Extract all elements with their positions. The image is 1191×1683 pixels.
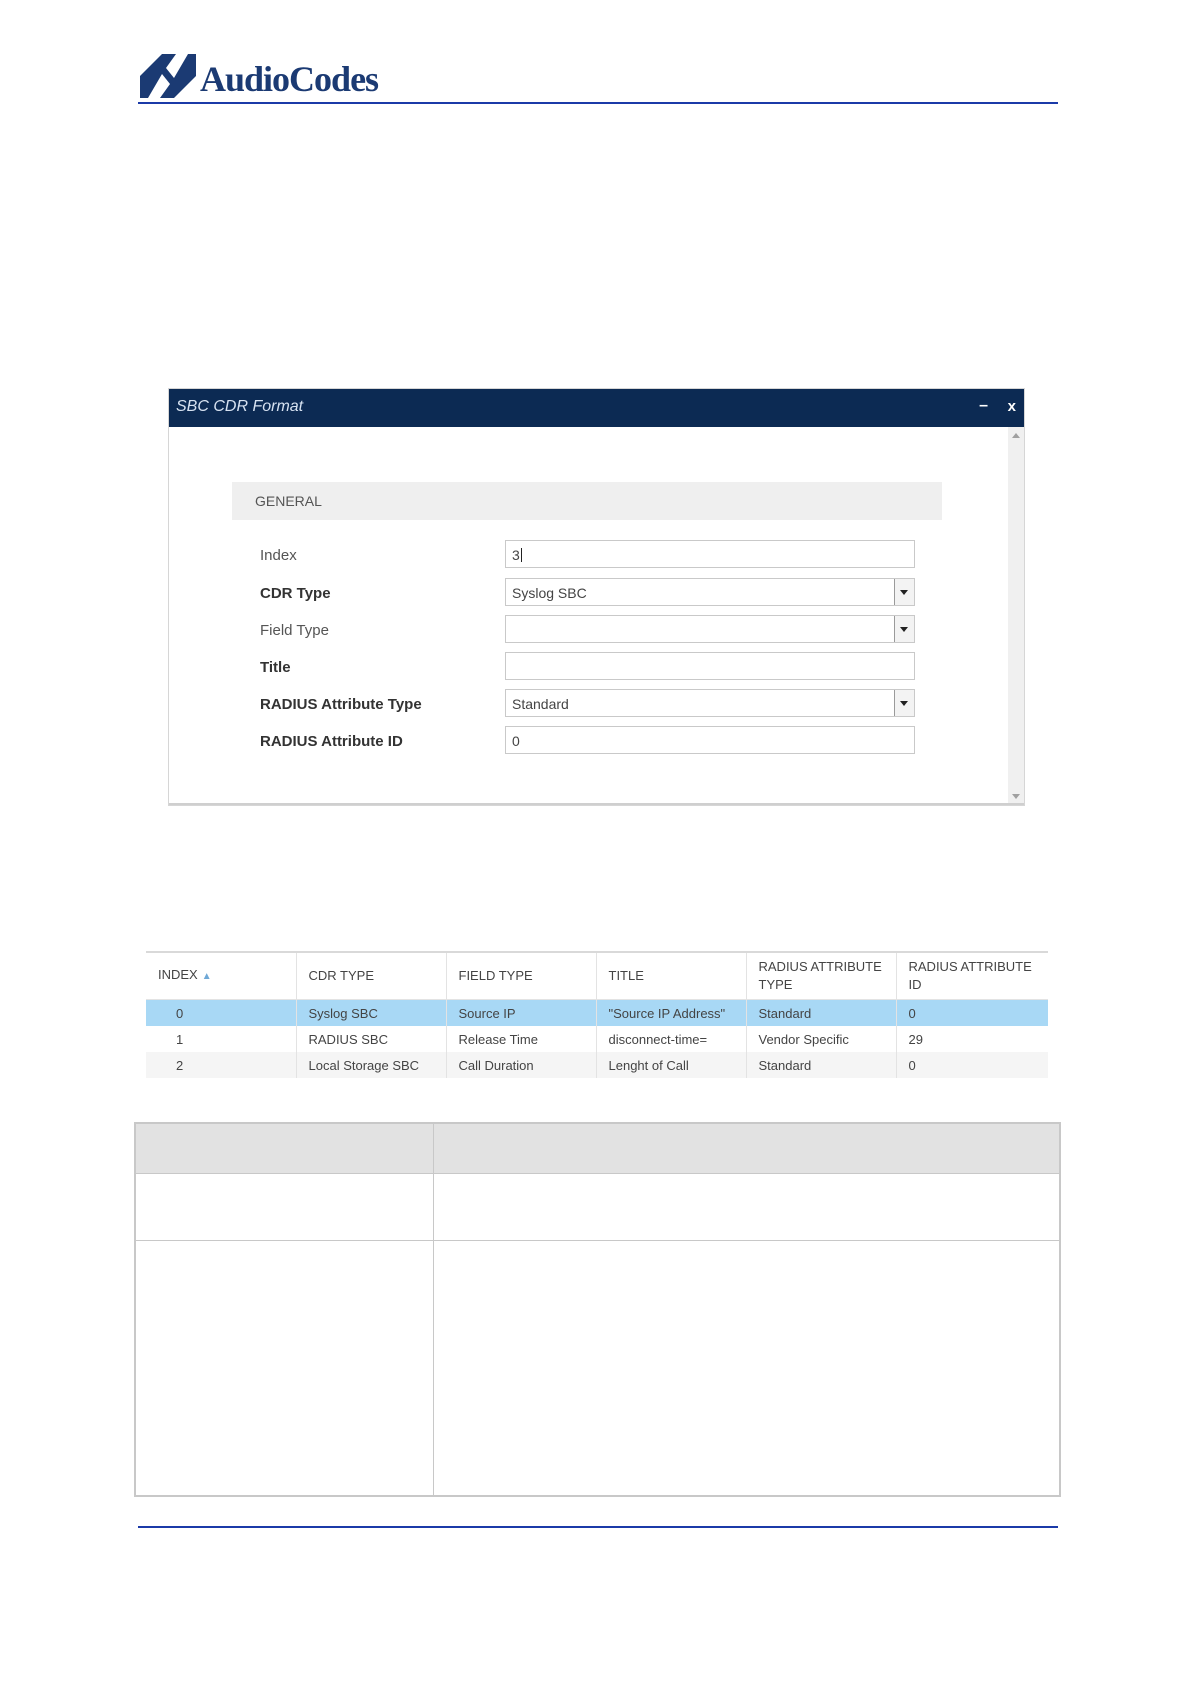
- table-row[interactable]: [146, 1052, 1048, 1078]
- index-input[interactable]: 3: [505, 540, 915, 568]
- title-input[interactable]: [505, 652, 915, 680]
- section-title: GENERAL: [255, 493, 322, 509]
- cdr-type-row: [260, 578, 944, 608]
- column-header-title[interactable]: TITLE: [596, 953, 746, 1000]
- cell-index: 1: [176, 1031, 184, 1047]
- cell-index: 2: [146, 1052, 296, 1078]
- cell-cdr-type: Local Storage SBC: [296, 1052, 446, 1078]
- field-type-label: Field Type: [260, 622, 329, 639]
- sort-ascending-icon[interactable]: ▲: [201, 971, 212, 982]
- chevron-down-icon[interactable]: [894, 690, 914, 716]
- radius-attribute-id-row: [260, 726, 944, 756]
- cdr-type-value: Syslog SBC: [512, 585, 587, 601]
- audiocodes-logo: [140, 54, 378, 98]
- table-row[interactable]: [146, 1000, 1048, 1027]
- cell-title: Lenght of Call: [596, 1052, 746, 1078]
- cell-radius-attribute-type: Standard: [746, 1052, 896, 1078]
- cdr-type-select[interactable]: [505, 578, 915, 606]
- table-header-row: [146, 953, 1048, 1000]
- cell-index: 0: [146, 1000, 296, 1027]
- dialog-title: SBC CDR Format: [176, 398, 304, 415]
- column-header-index[interactable]: INDEX ▲: [146, 953, 296, 1000]
- table-row[interactable]: [146, 1026, 1048, 1052]
- column-header-radius-attribute-type[interactable]: RADIUS ATTRIBUTE TYPE: [746, 953, 896, 1000]
- cell-radius-attribute-id: 0: [896, 1052, 1048, 1078]
- scroll-down-arrow-icon[interactable]: [1012, 794, 1020, 799]
- cell-radius-attribute-type: Vendor Specific: [746, 1026, 896, 1052]
- cell-title: disconnect-time=: [596, 1026, 746, 1052]
- dialog-titlebar: [169, 389, 1024, 427]
- cell-radius-attribute-id: 0: [896, 1000, 1048, 1027]
- index-row: [260, 540, 944, 570]
- sbc-cdr-format-dialog: [168, 388, 1025, 806]
- title-row: [260, 652, 944, 682]
- cell-field-type: Release Time: [446, 1026, 596, 1052]
- parameter-description-table: [134, 1122, 1061, 1497]
- cell-cdr-type: Syslog SBC: [296, 1000, 446, 1027]
- audiocodes-logo-icon: [140, 54, 196, 98]
- field-type-select[interactable]: [505, 615, 915, 643]
- chevron-down-icon[interactable]: [894, 579, 914, 605]
- radius-attribute-id-label: RADIUS Attribute ID: [260, 733, 403, 750]
- header-rule: [138, 102, 1058, 104]
- field-type-row: [260, 615, 944, 645]
- cell-field-type: Call Duration: [446, 1052, 596, 1078]
- dialog-bottom-border: [169, 803, 1024, 805]
- radius-attribute-type-select[interactable]: [505, 689, 915, 717]
- chevron-down-icon[interactable]: [894, 616, 914, 642]
- radius-attribute-id-input[interactable]: 0: [505, 726, 915, 754]
- cdr-format-table: [146, 951, 1048, 1078]
- dialog-scrollbar[interactable]: [1008, 427, 1024, 805]
- cell-radius-attribute-type: Standard: [746, 1000, 896, 1027]
- description-table-header: [136, 1124, 1059, 1174]
- logo-text: AudioCodes: [200, 59, 379, 99]
- cell-cdr-type: RADIUS SBC: [296, 1026, 446, 1052]
- cell-title: "Source IP Address": [596, 1000, 746, 1027]
- description-table-column-divider: [433, 1124, 434, 1495]
- description-table-row-divider: [136, 1240, 1059, 1241]
- index-label: Index: [260, 547, 297, 564]
- column-header-field-type[interactable]: FIELD TYPE: [446, 953, 596, 1000]
- title-label: Title: [260, 659, 291, 676]
- footer-rule: [138, 1526, 1058, 1528]
- column-header-cdr-type[interactable]: CDR TYPE: [296, 953, 446, 1000]
- close-button[interactable]: x: [1007, 398, 1016, 415]
- cell-field-type: Source IP: [446, 1000, 596, 1027]
- general-section-header[interactable]: [232, 482, 942, 520]
- minimize-button[interactable]: –: [979, 397, 988, 414]
- column-header-radius-attribute-id[interactable]: RADIUS ATTRIBUTE ID: [896, 953, 1048, 1000]
- cell-radius-attribute-id: 29: [896, 1026, 1048, 1052]
- scroll-up-arrow-icon[interactable]: [1012, 433, 1020, 438]
- cdr-type-label: CDR Type: [260, 585, 331, 602]
- text-cursor: [521, 548, 522, 562]
- radius-attribute-type-row: [260, 689, 944, 719]
- radius-attribute-type-label: RADIUS Attribute Type: [260, 696, 422, 713]
- radius-attribute-type-value: Standard: [512, 696, 569, 712]
